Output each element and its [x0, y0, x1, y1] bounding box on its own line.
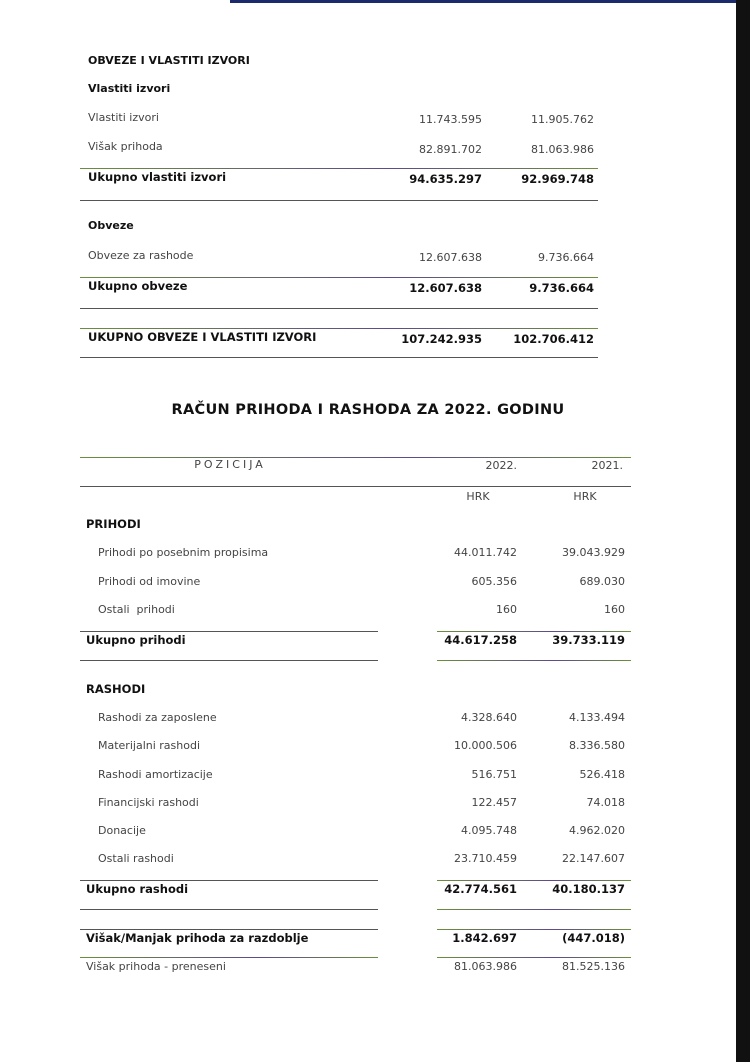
rule: [80, 909, 378, 910]
own-sources-heading: Vlastiti izvori: [88, 82, 171, 95]
grand-total-value-2022: 107.242.935: [401, 332, 482, 346]
row-value-2022: 160: [496, 603, 517, 616]
scan-right-edge: [736, 0, 750, 1062]
result-value-2021: (447.018): [562, 931, 625, 945]
row-value-2021: 526.418: [579, 768, 625, 781]
rule: [80, 660, 378, 661]
rule: [80, 308, 598, 309]
total-value-2022: 44.617.258: [444, 633, 517, 647]
row-value-2021: 689.030: [579, 575, 625, 588]
row-value-2021: 8.336.580: [569, 739, 625, 752]
carried-value-2021: 81.525.136: [562, 960, 625, 973]
total-value-2021: 9.736.664: [529, 281, 594, 295]
carried-value-2022: 81.063.986: [454, 960, 517, 973]
total-value-2021: 40.180.137: [552, 882, 625, 896]
rule: [437, 880, 631, 881]
total-label: Ukupno vlastiti izvori: [88, 170, 227, 184]
row-label: Prihodi od imovine: [98, 575, 201, 588]
row-label: Višak prihoda: [88, 140, 163, 153]
rule: [80, 357, 598, 358]
row-label: Donacije: [98, 824, 146, 837]
row-value-2021: 74.018: [586, 796, 625, 809]
result-value-2022: 1.842.697: [452, 931, 517, 945]
rule: [80, 957, 378, 958]
row-value-2022: 23.710.459: [454, 852, 517, 865]
row-value-2021: 9.736.664: [538, 251, 594, 264]
row-value-2021: 4.962.020: [569, 824, 625, 837]
grand-total-label: UKUPNO OBVEZE I VLASTITI IZVORI: [88, 330, 317, 344]
row-label: Prihodi po posebnim propisima: [98, 546, 269, 559]
row-value-2021: 11.905.762: [531, 113, 594, 126]
row-value-2021: 4.133.494: [569, 711, 625, 724]
row-label: Materijalni rashodi: [98, 739, 201, 752]
row-value-2021: 39.043.929: [562, 546, 625, 559]
rule: [80, 880, 378, 881]
rule: [80, 277, 598, 278]
obligations-heading: Obveze: [88, 219, 134, 232]
row-value-2021: 160: [604, 603, 625, 616]
row-value-2022: 122.457: [471, 796, 517, 809]
row-label: Ostali prihodi: [98, 603, 175, 616]
rule: [437, 957, 631, 958]
result-label: Višak/Manjak prihoda za razdoblje: [86, 931, 309, 945]
row-label: Ostali rashodi: [98, 852, 174, 865]
total-value-2022: 94.635.297: [409, 172, 482, 186]
income-heading: PRIHODI: [86, 517, 141, 531]
rule: [80, 631, 378, 632]
carried-label: Višak prihoda - preneseni: [86, 960, 226, 973]
row-value-2022: 4.095.748: [461, 824, 517, 837]
row-label: Obveze za rashode: [88, 249, 194, 262]
total-value-2021: 39.733.119: [552, 633, 625, 647]
rule: [437, 929, 631, 930]
row-value-2022: 4.328.640: [461, 711, 517, 724]
row-value-2022: 605.356: [471, 575, 517, 588]
rule: [437, 660, 631, 661]
row-label: Vlastiti izvori: [88, 111, 159, 124]
row-value-2021: 81.063.986: [531, 143, 594, 156]
total-value-2022: 42.774.561: [444, 882, 517, 896]
grand-total-value-2021: 102.706.412: [513, 332, 594, 346]
rule: [437, 631, 631, 632]
row-value-2022: 10.000.506: [454, 739, 517, 752]
expenses-heading: RASHODI: [86, 682, 146, 696]
row-value-2022: 82.891.702: [419, 143, 482, 156]
scan-top-edge: [230, 0, 750, 3]
total-label: Ukupno rashodi: [86, 882, 189, 896]
currency-2021: HRK: [573, 490, 597, 503]
col-header-position: POZICIJA: [194, 458, 266, 471]
total-value-2021: 92.969.748: [521, 172, 594, 186]
col-header-2021: 2021.: [591, 459, 623, 472]
row-label: Rashodi za zaposlene: [98, 711, 217, 724]
row-value-2021: 22.147.607: [562, 852, 625, 865]
total-label: Ukupno prihodi: [86, 633, 186, 647]
row-label: Rashodi amortizacije: [98, 768, 213, 781]
rule: [80, 486, 631, 487]
total-label: Ukupno obveze: [88, 279, 188, 293]
rule: [80, 200, 598, 201]
row-value-2022: 12.607.638: [419, 251, 482, 264]
rule: [80, 929, 378, 930]
rule: [80, 168, 598, 169]
statement-title: RAČUN PRIHODA I RASHODA ZA 2022. GODINU: [171, 402, 565, 418]
row-value-2022: 516.751: [471, 768, 517, 781]
row-label: Financijski rashodi: [98, 796, 199, 809]
currency-2022: HRK: [466, 490, 490, 503]
total-value-2022: 12.607.638: [409, 281, 482, 295]
rule: [437, 909, 631, 910]
col-header-2022: 2022.: [485, 459, 517, 472]
row-value-2022: 11.743.595: [419, 113, 482, 126]
rule: [80, 328, 598, 329]
section-title: OBVEZE I VLASTITI IZVORI: [88, 54, 250, 67]
row-value-2022: 44.011.742: [454, 546, 517, 559]
